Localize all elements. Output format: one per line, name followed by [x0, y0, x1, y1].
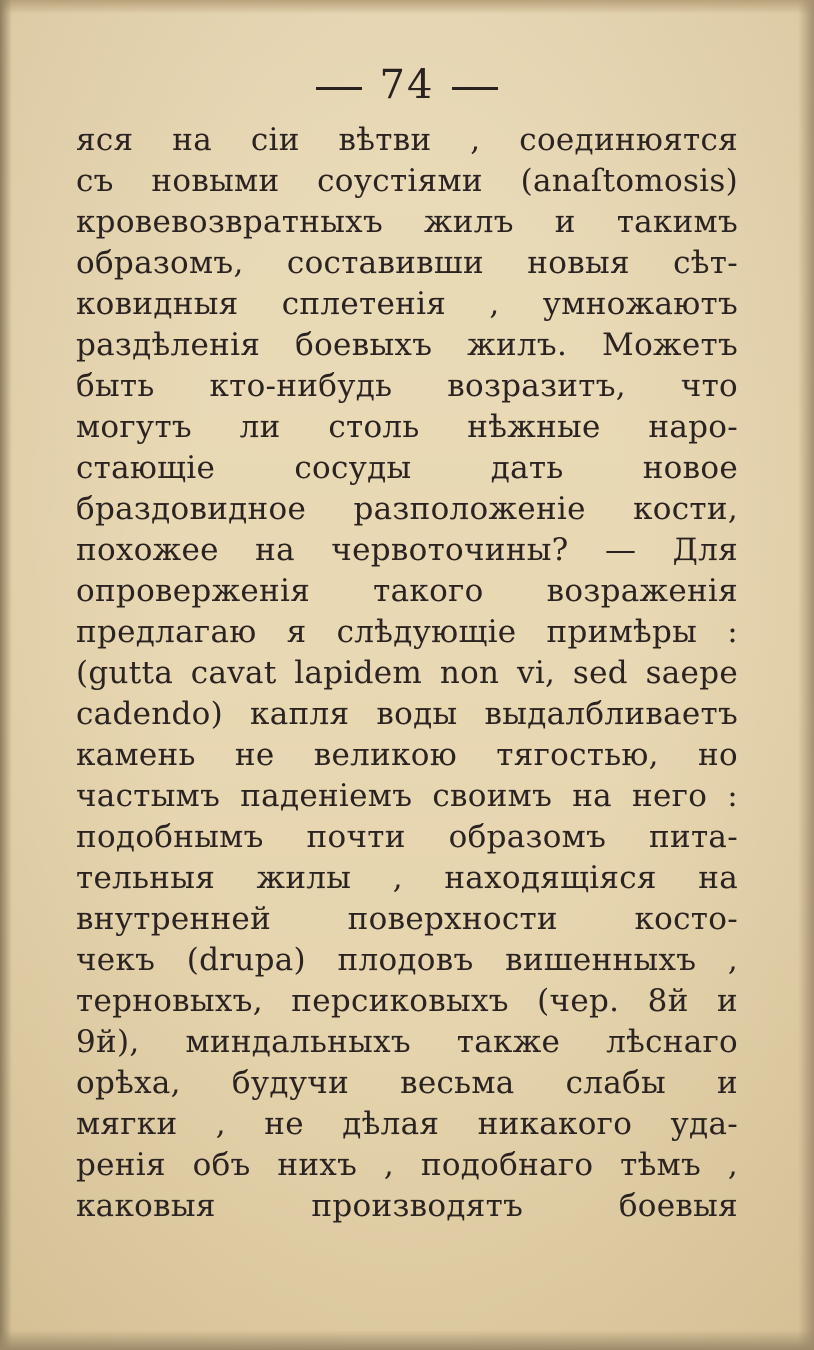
text-line: cadendo) капля воды выдалбливаетъ: [76, 696, 738, 732]
page-edge-left: [0, 0, 12, 1350]
page-edge-bottom: [0, 1330, 814, 1350]
text-line: ковидныя сплетенія , умножаютъ: [76, 286, 738, 322]
text-line: мягки , не дѣлая никакого уда-: [76, 1106, 738, 1142]
text-line: терновыхъ, персиковыхъ (чер. 8й и: [76, 983, 738, 1019]
text-line: 9й), миндальныхъ также лѣснаго: [76, 1024, 738, 1060]
text-line: стающіе сосуды дать новое: [76, 450, 738, 486]
page-edge-right: [798, 0, 814, 1350]
text-line: съ новыми соустіями (anaſtomosis): [76, 163, 738, 199]
text-line: похожее на червоточины? — Для: [76, 532, 738, 568]
text-line: чекъ (drupa) плодовъ вишенныхъ ,: [76, 942, 738, 978]
text-line: кровевозвратныхъ жилъ и такимъ: [76, 204, 738, 240]
text-line: каковыя производятъ боевыя: [76, 1188, 738, 1224]
header-dash-left: [316, 87, 362, 90]
text-line: внутренней поверхности косто-: [76, 901, 738, 937]
text-line: подобнымъ почти образомъ пита-: [76, 819, 738, 855]
text-line: могутъ ли столь нѣжные наро-: [76, 409, 738, 445]
text-line: предлагаю я слѣдующіе примѣры :: [76, 614, 738, 650]
page-edge-top: [0, 0, 814, 14]
text-line: опроверженія такого возраженія: [76, 573, 738, 609]
text-line: быть кто-нибудь возразитъ, что: [76, 368, 738, 404]
text-line: камень не великою тягостью, но: [76, 737, 738, 773]
text-line: орѣха, будучи весьма слабы и: [76, 1065, 738, 1101]
text-line: тельныя жилы , находящіяся на: [76, 860, 738, 896]
text-line: яся на сіи вѣтви , соединюятся: [76, 122, 738, 158]
header-dash-right: [452, 87, 498, 90]
text-line: браздовидное разположеніе кости,: [76, 491, 738, 527]
text-line: ренія объ нихъ , подобнаго тѣмъ ,: [76, 1147, 738, 1183]
text-line: раздѣленія боевыхъ жилъ. Можетъ: [76, 327, 738, 363]
page-number-header: [0, 62, 814, 108]
text-line: образомъ, составивши новыя сѣт-: [76, 245, 738, 281]
text-line: частымъ паденіемъ своимъ на него :: [76, 778, 738, 814]
page-number: 74: [379, 62, 435, 108]
text-line: (gutta cavat lapidem non vi, sed saepe: [76, 655, 738, 691]
body-text: [76, 120, 738, 1227]
